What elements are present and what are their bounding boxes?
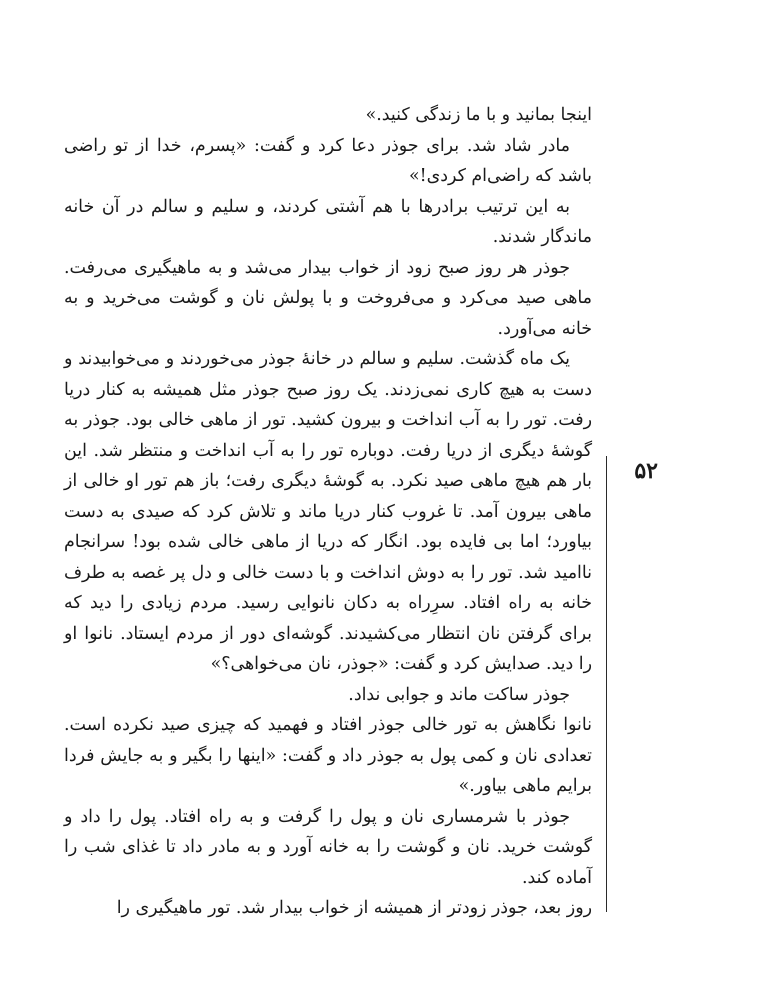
paragraph-8: جوذر با شرمساری نان و پول را گرفت و به راه افتاد. پول را داد و گوشت خرید. نان و گوشت را به خانه آورد و به مادر داد تا غذای شب را آماده کند. <box>64 806 592 888</box>
paragraph-4: جوذر هر روز صبح زود از خواب بیدار می‌شد و به ماهیگیری می‌رفت. ماهی صید می‌کرد و می‌فروخت و با پولش نان و گوشت می‌خرید و به خانه می‌آورد. <box>64 257 592 339</box>
paragraph-1: اینجا بمانید و با ما زندگی کنید.» <box>365 105 592 125</box>
margin-rule <box>606 456 607 912</box>
body-text <box>64 100 592 924</box>
paragraph-3: به این ترتیب برادرها با هم آشتی کردند، و سلیم و سالم در آن خانه ماندگار شدند. <box>64 196 592 247</box>
page-number: ۵۲ <box>634 458 658 484</box>
paragraph-5: یک ماه گذشت. سلیم و سالم در خانهٔ جوذر می‌خوردند و می‌خوابیدند و دست به هیچ کاری نمی‌زدند. یک روز صبح جوذر مثل همیشه به کنار دریا رفت. تور را به آب انداخت و بیرون کشید. تور از ماهی خالی بود. جوذر به گوشهٔ دیگری از دریا رفت. دوباره تور را به آب انداخت و منتظر شد. این بار هم هیچ ماهی صید نکرد. به گوشهٔ دیگری رفت؛ باز هم تور او خالی از ماهی بیرون آمد. تا غروب کنار دریا ماند و تلاش کرد که صیدی به دست بیاورد؛ اما بی فایده بود. انگار که دریا از ماهی خالی شده بود! سرانجام ناامید شد. تور را به دوش انداخت و با دست خالی و دل پر غصه به طرف خانه به راه افتاد. سرِراه به دکان نانوایی رسید. مردم زیادی را دید که برای گرفتن نان انتظار می‌کشیدند. گوشه‌ای دور از مردم ایستاد. نانوا او را دید. صدایش کرد و گفت: «جوذر، نان می‌خواهی؟» <box>64 349 592 674</box>
paragraph-2: مادر شاد شد. برای جوذر دعا کرد و گفت: «پسرم، خدا از تو راضی باشد که راضی‌ام کردی!» <box>64 135 592 186</box>
paragraph-7: نانوا نگاهش به تور خالی جوذر افتاد و فهمید که چیزی صید نکرده است. تعدادی نان و کمی پول به جوذر داد و گفت: «اینها را بگیر و به جایش فردا برایم ماهی بیاور.» <box>64 715 592 796</box>
paragraph-6: جوذر ساکت ماند و جوابی نداد. <box>348 684 570 705</box>
paragraph-9: روز بعد، جوذر زودتر از همیشه از خواب بیدار شد. تور ماهیگیری را <box>116 898 592 918</box>
